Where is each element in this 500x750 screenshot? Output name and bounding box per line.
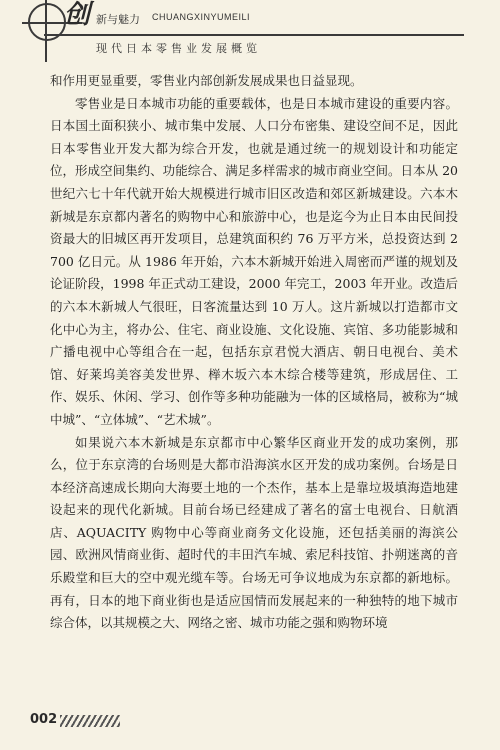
- book-subtitle: 现代日本零售业发展概览: [96, 42, 261, 55]
- footer-hatch-decoration: [60, 715, 120, 727]
- paragraph: 和作用更显重要，零售业内部创新发展成果也日益显现。: [50, 73, 363, 88]
- paragraph: 如果说六本木新城是东京都市中心繁华区商业开发的成功案例，那么，位于东京湾的台场则是大都市沿海滨水区开发的成功案例。台场是日本经济高速成长期向大海要土地的一个杰作，基本上是靠垃圾填海造地建设起来的现代化新城。目前台场已经建成了著名的富士电视台、日航酒店、AQUACITY 购物中心等商业商务文化设施，还包括美丽的海滨公园、欧洲风情商业街、超时代的丰田汽车城、索尼科技馆、扑朔迷离的音乐殿堂和巨大的空中观光缆车等。台场无可争议地成为东京都的新地标。再有，日本的地下商业街也是适应国情而发展起来的一种独特的地下城市综合体，以其规模之大、网络之密、城市功能之强和购物环境: [50, 434, 458, 631]
- body-text: [50, 70, 458, 635]
- paragraph: 零售业是日本城市功能的重要载体，也是日本城市建设的重要内容。日本国土面积狭小、城市集中发展、人口分布密集、建设空间不足，因此日本零售业开发大都为综合开发，也就是通过统一的规划设计和功能定位，形成空间集约、功能综合、满足多样需求的城市商业空间。日本从 20 世纪六七十年代就开始大规模进行城市旧区改造和郊区新城建设。六本木新城是东京都内著名的购物中心和旅游中心，也是迄今为止日本由民间投资最大的旧城区再开发项目，总建筑面积约 76 万平方米，总投资达到 2 700 亿日元。从 1986 年开始，六本木新城开始进入周密而严谨的规划及论证阶段，1998 年正式动工建设，2000 年完工，2003 年开业。改造后的六本木新城人气很旺，日客流量达到 10 万人。这片新城以打造都市文化中心为主，将办公、住宅、商业设施、文化设施、宾馆、多功能影城和广播电视中心等组合在一起，包括东京君悦大酒店、朝日电视台、美术馆、好莱坞美容美发世界、榉木坂六本木综合楼等建筑，形成居住、工作、娱乐、休闲、学习、创作等多种功能融为一体的区域格局，被称为“城中城”、“立体城”、“艺术城”。: [50, 95, 458, 427]
- logo-character: 创: [64, 0, 91, 30]
- series-name: 新与魅力: [96, 13, 140, 26]
- header-rule: [44, 34, 464, 36]
- series-pinyin: CHUANGXINYUMEILI: [152, 12, 251, 22]
- running-header: [0, 0, 500, 64]
- page-number: 002: [30, 712, 58, 727]
- logo-crosshair-vertical: [45, 0, 47, 62]
